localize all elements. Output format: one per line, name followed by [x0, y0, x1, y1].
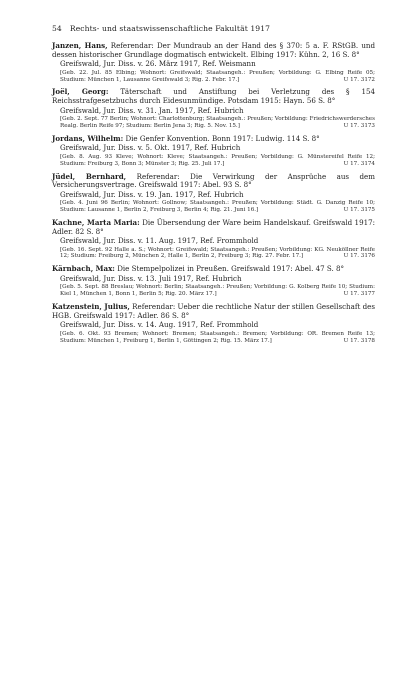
entry-title: Die Übersendung der Ware beim Handelskauf. Greifswald 1917: Adler. 82 S. 8° — [52, 217, 375, 236]
biographical-notes — [60, 154, 375, 168]
notes-text: [Geb. 6. Okt. 93 Bremen; Wohnort: Bremen; Staatsangeh.: Bremen; Vorbildung: OR. Bremen Reife 13; Studium: München 1, Freiburg 1, Berlin 1, Göttingen 2; Rig. 15. März 17.] — [60, 330, 375, 344]
entry-main — [52, 42, 375, 59]
entry-jordans — [52, 135, 375, 168]
author-name: Jüdel, Bernhard, — [52, 171, 127, 181]
notes-text: [Geb. 5. Sept. 88 Breslau; Wohnort: Berlin; Staatsangeh.: Preußen; Vorbildung: G. Kolberg Reife 10; Studium: Kiel 1, München 1, Bonn 1, Berlin 5; Rig. 20. März 17.] — [60, 284, 375, 298]
running-title: Rechts- und staatswissenschaftliche Fakultät 1917 — [69, 24, 271, 33]
author-name: Katzenstein, Julius, — [52, 302, 130, 312]
biographical-notes — [60, 247, 375, 261]
notes-text: [Geb. 16. Sept. 92 Halle a. S.; Wohnort: Greifswald; Staatsangeh.: Preußen; Vorbildung: KG. Neuköllner Reife 12; Studium: Freiburg 2, München 2, Halle 1, Berlin 2, Freiburg 3; Rig. 27. Febr. 17.] — [60, 246, 375, 260]
entry-title: Die Stempelpolizei in Preußen. Greifswald 1917: Abel. 47 S. 8° — [117, 264, 345, 274]
author-name: Joël, Georg: — [52, 87, 109, 97]
shelf-mark: U 17. 3174 — [343, 160, 375, 167]
dissertation-line: Greifswald, Jur. Diss. v. 26. März 1917, Ref. Weismann — [60, 59, 256, 69]
entry-main — [52, 265, 375, 274]
page-header — [52, 24, 375, 34]
entry-main — [52, 219, 375, 236]
entry-janzen — [52, 42, 375, 83]
shelf-mark: U 17. 3176 — [343, 253, 375, 260]
entry-title: Referendar: Der Mundraub an der Hand des § 370: 5 a. F. RStGB. und dessen historischer Grundlage dogmatisch entwickelt. Elbing 1917: Kühn. 2, 16 S. 8° — [52, 41, 375, 59]
dissertation-line: Greifswald, Jur. Diss. v. 13. Juli 1917, Ref. Hubrich — [60, 273, 242, 283]
dissertation-line: Greifswald, Jur. Diss. v. 19. Jan. 1917, Ref. Hubrich — [60, 189, 244, 199]
entry-title: Täterschaft und Anstiftung bei Verletzung des § 154 Reichsstrafgesetzbuchs durch Eidesunmündige. Potsdam 1915: Hayn. 56 S. 8° — [52, 87, 376, 105]
entry-kaernbach — [52, 265, 375, 298]
notes-text: [Geb. 22. Jul. 85 Elbing; Wohnort: Greifswald; Staatsangeh.: Preußen; Vorbildung: G. Elbing Reife 05; Studium: München 1, Lausanne Greifswald 3; Rig. 2. Febr. 17.] — [60, 69, 375, 83]
biographical-notes — [60, 331, 375, 345]
shelf-mark: U 17. 3173 — [343, 122, 375, 129]
dissertation-line: Greifswald, Jur. Diss. v. 14. Aug. 1917, Ref. Frommhold — [60, 320, 259, 330]
dissertation-line: Greifswald, Jur. Diss. v. 11. Aug. 1917, Ref. Frommhold — [60, 236, 259, 246]
dissertation-line: Greifswald, Jur. Diss. v. 31. Jan. 1917, Ref. Hubrich — [60, 105, 244, 115]
shelf-mark: U 17. 3175 — [343, 207, 375, 214]
author-name: Janzen, Hans, — [52, 41, 108, 50]
document-page — [52, 24, 375, 349]
entry-main — [52, 173, 375, 190]
shelf-mark: U 17. 3177 — [343, 291, 375, 298]
entry-juedel — [52, 173, 375, 214]
entry-title: Referendar: Die Verwirkung der Ansprüche aus dem Versicherungsvertrage. Greifswald 1917: Abel. 93 S. 8° — [52, 171, 375, 190]
biographical-notes — [60, 284, 375, 298]
biographical-notes — [60, 200, 375, 214]
notes-text: [Geb. 8. Aug. 93 Kleve; Wohnort: Kleve; Staatsangeh.: Preußen; Vorbildung: G. Münstereifel Reife 12; Studium: Freiburg 3, Bonn 3; Münster 3; Rig. 25. Juli 17.] — [60, 153, 375, 167]
author-name: Kachne, Marta Maria: — [52, 217, 140, 227]
entry-katzenstein — [52, 303, 375, 344]
page-number: 54 — [52, 24, 62, 33]
author-name: Jordans, Wilhelm: — [52, 133, 124, 143]
author-name: Kärnbach, Max: — [52, 264, 115, 274]
entry-title: Die Genfer Konvention. Bonn 1917: Ludwig. 114 S. 8° — [125, 133, 320, 143]
entry-main — [52, 88, 375, 105]
entry-main — [52, 135, 375, 144]
shelf-mark: U 17. 3178 — [343, 337, 375, 344]
shelf-mark: U 17. 3172 — [343, 76, 375, 83]
biographical-notes — [60, 116, 375, 130]
entry-kachne — [52, 219, 375, 260]
notes-text: [Geb. 4. Juni 96 Berlin; Wohnort: Gollnow; Staatsangeh.: Preußen; Vorbildung: Städt. G. Danzig Reife 10; Studium: Lausanne 1, Berlin 2, Freiburg 3, Berlin 4; Rig. 21. Juni 16.] — [60, 200, 375, 214]
biographical-notes — [60, 70, 375, 84]
entry-main — [52, 303, 375, 320]
entry-joel — [52, 88, 375, 129]
notes-text: [Geb. 2. Sept. 77 Berlin; Wohnort: Charlottenburg; Staatsangeh.: Preußen; Vorbildung: Friedrichswerdersches Realg. Berlin Reife 97; Studium: Berlin Jena 3; Rig. 5. Nov. 15.] — [60, 116, 375, 129]
dissertation-line: Greifswald, Jur. Diss. v. 5. Okt. 1917, Ref. Hubrich — [60, 143, 241, 153]
entry-title: Referendar: Ueber die rechtliche Natur der stillen Gesellschaft des HGB. Greifswald 1917: Adler. 86 S. 8° — [52, 302, 375, 320]
